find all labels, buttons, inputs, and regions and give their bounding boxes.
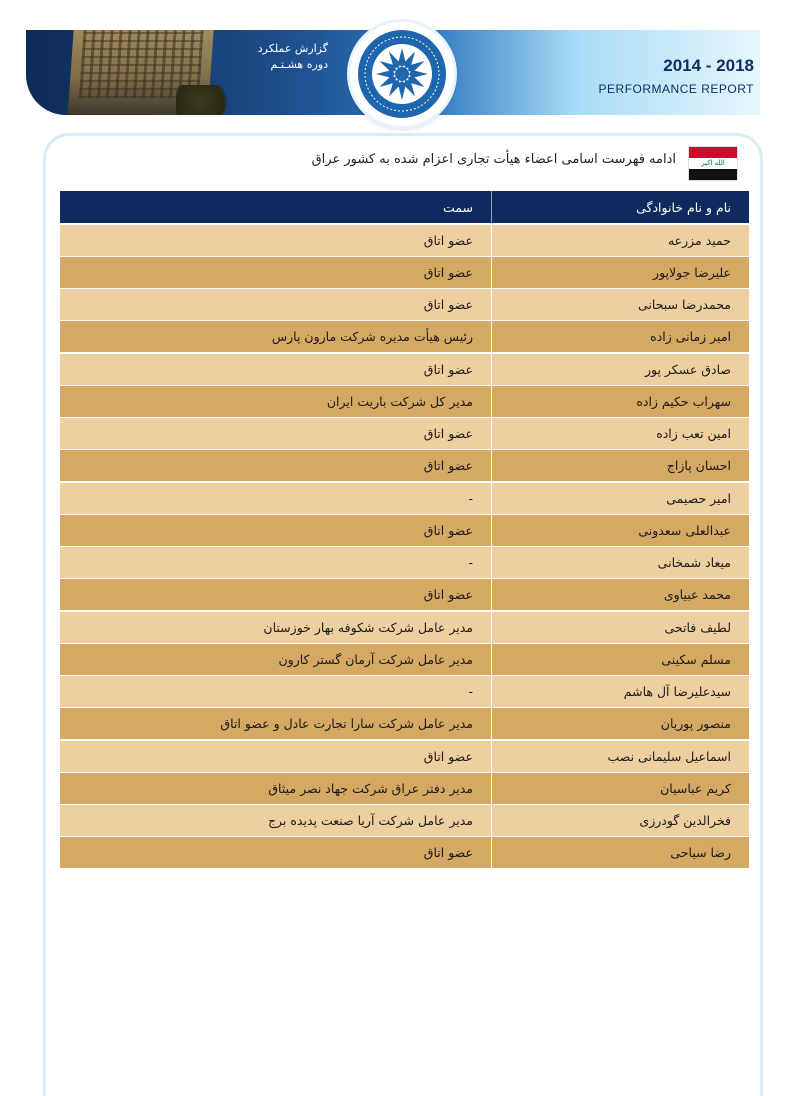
- name-cell: محمد عبیاوی: [492, 579, 749, 610]
- name-cell: علیرضا جولاپور: [492, 257, 749, 288]
- position-cell: عضو اتاق: [60, 837, 492, 868]
- table-row: [60, 644, 749, 675]
- position-cell: مدیر دفتر عراق شرکت جهاد نصر میثاق: [60, 773, 492, 804]
- name-cell: فخرالدین گودرزی: [492, 805, 749, 836]
- report-title-line2: دوره هشـتـم: [270, 58, 328, 71]
- position-cell: عضو اتاق: [60, 579, 492, 610]
- name-cell: حمید مزرعه: [492, 225, 749, 256]
- position-cell: رئیس هیأت مدیره شرکت مارون پارس: [60, 321, 492, 352]
- position-cell: -: [60, 676, 492, 707]
- chamber-of-commerce-logo-icon: [350, 22, 454, 126]
- position-cell: عضو اتاق: [60, 418, 492, 449]
- members-table: [60, 191, 749, 870]
- position-cell: عضو اتاق: [60, 354, 492, 385]
- name-cell: رضا سیاحی: [492, 837, 749, 868]
- name-cell: سهراب حکیم زاده: [492, 386, 749, 417]
- table-row: [60, 257, 749, 288]
- name-cell: میعاد شمخانی: [492, 547, 749, 578]
- position-cell: عضو اتاق: [60, 515, 492, 546]
- table-row: [60, 741, 749, 772]
- table-row: [60, 676, 749, 707]
- position-cell: مدیر عامل شرکت آریا صنعت پدیده برج: [60, 805, 492, 836]
- name-cell: اسماعیل سلیمانی نصب: [492, 741, 749, 772]
- table-row: [60, 708, 749, 739]
- position-cell: -: [60, 547, 492, 578]
- trees-decoration: [176, 85, 236, 115]
- table-row: [60, 805, 749, 836]
- table-row: [60, 386, 749, 417]
- name-cell: سیدعلیرضا آل هاشم: [492, 676, 749, 707]
- table-row: [60, 450, 749, 481]
- position-cell: مدیر عامل شرکت شکوفه بهار خوزستان: [60, 612, 492, 643]
- table-row: [60, 579, 749, 610]
- flag-inscription: الله اكبر: [701, 159, 725, 167]
- table-row: [60, 418, 749, 449]
- report-subtitle: PERFORMANCE REPORT: [598, 82, 754, 96]
- name-cell: مسلم سکینی: [492, 644, 749, 675]
- table-row: [60, 837, 749, 868]
- name-cell: کریم عباسیان: [492, 773, 749, 804]
- position-cell: عضو اتاق: [60, 289, 492, 320]
- iraq-flag-icon: [688, 146, 738, 181]
- name-cell: لطیف فاتحی: [492, 612, 749, 643]
- table-row: [60, 515, 749, 546]
- header-name: نام و نام خانوادگی: [492, 191, 749, 223]
- table-header-row: [60, 191, 749, 223]
- position-cell: عضو اتاق: [60, 450, 492, 481]
- table-row: [60, 773, 749, 804]
- table-row: [60, 225, 749, 256]
- table-row: [60, 483, 749, 514]
- name-cell: صادق عسکر پور: [492, 354, 749, 385]
- logo-emblem-icon: [358, 30, 446, 118]
- name-cell: محمدرضا سبحانی: [492, 289, 749, 320]
- position-cell: مدیر عامل شرکت آرمان گستر کارون: [60, 644, 492, 675]
- name-cell: عبدالعلی سعدونی: [492, 515, 749, 546]
- name-cell: امیر حصیمی: [492, 483, 749, 514]
- name-cell: احسان پازاج: [492, 450, 749, 481]
- position-cell: عضو اتاق: [60, 741, 492, 772]
- report-years: 2014 - 2018: [663, 56, 754, 75]
- position-cell: عضو اتاق: [60, 257, 492, 288]
- section-caption: ادامه فهرست اسامی اعضاء هیأت تجاری اعزام شده به کشور عراق: [311, 152, 676, 167]
- report-title-line1: گزارش عملکرد: [257, 42, 328, 55]
- table-row: [60, 289, 749, 320]
- position-cell: مدیر عامل شرکت سارا تجارت عادل و عضو اتاق: [60, 708, 492, 739]
- name-cell: امیر زمانی زاده: [492, 321, 749, 352]
- table-row: [60, 321, 749, 352]
- name-cell: منصور پوریان: [492, 708, 749, 739]
- position-cell: مدیر کل شرکت باریت ایران: [60, 386, 492, 417]
- table-row: [60, 547, 749, 578]
- table-row: [60, 354, 749, 385]
- name-cell: امین تعب زاده: [492, 418, 749, 449]
- position-cell: -: [60, 483, 492, 514]
- table-row: [60, 612, 749, 643]
- position-cell: عضو اتاق: [60, 225, 492, 256]
- header-position: سمت: [60, 191, 492, 223]
